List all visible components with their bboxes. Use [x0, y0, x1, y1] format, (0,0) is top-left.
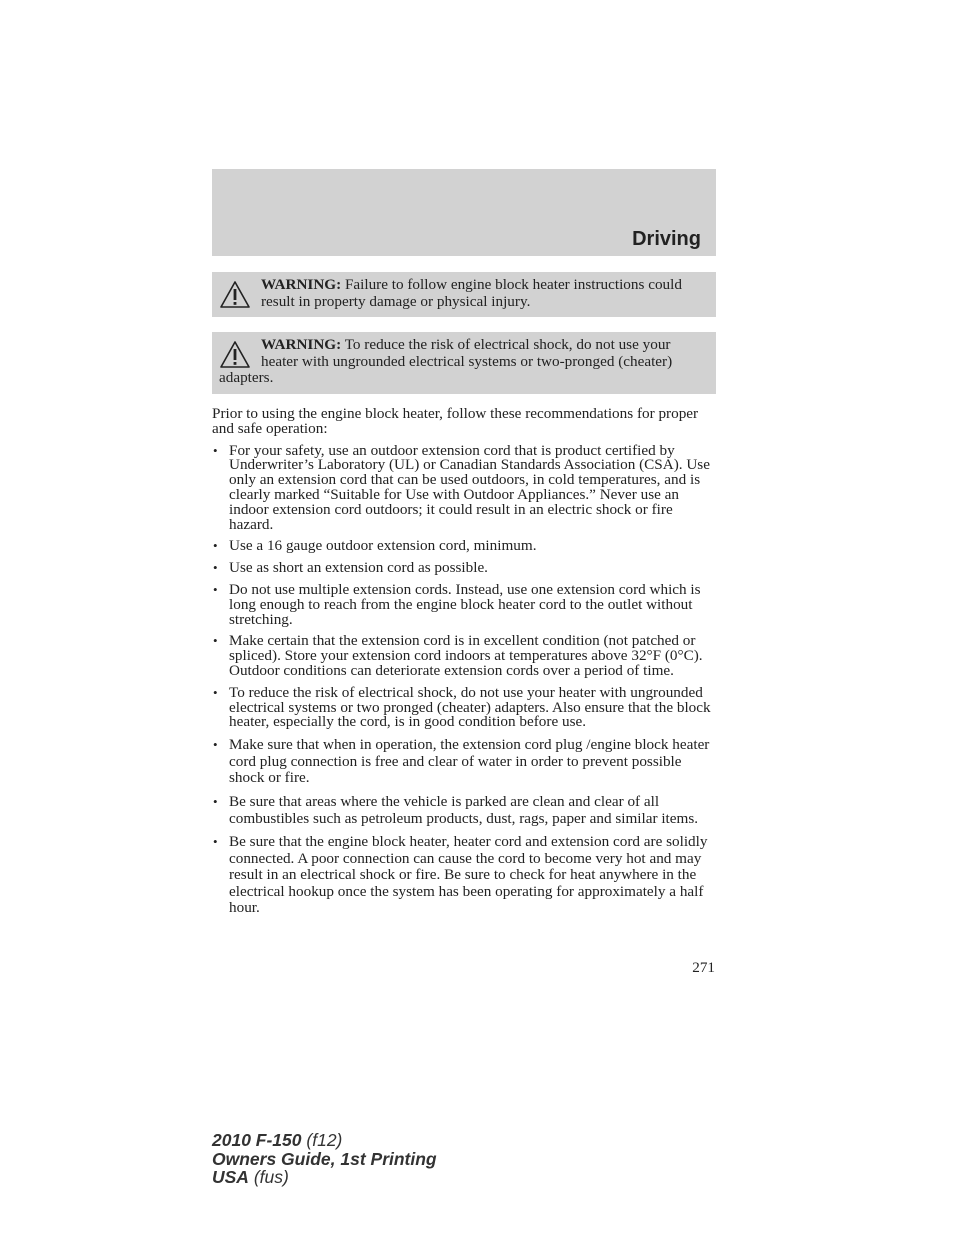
section-header-band	[212, 169, 716, 256]
recommendation-list	[212, 441, 718, 917]
warning-box-2	[212, 332, 716, 394]
list-item: • Do not use multiple extension cords. Instead, use one extension cord which is long enough to reach from the engine block heater cord to the outlet without stretching.	[212, 583, 718, 627]
list-item: • Be sure that the engine block heater, heater cord and extension cord are solidly connected. A poor connection can cause the cord to become very hot and may result in an electrical shock or fire. Be sure to check for heat anywhere in the electrical hookup once the system has been operating for approximately a half hour.	[212, 834, 718, 917]
warning-triangle-icon	[219, 340, 251, 370]
list-item: • Use as short an extension cord as possible.	[212, 561, 718, 576]
list-item: • For your safety, use an outdoor extension cord that is product certified by Underwriter’s Laboratory (UL) or Canadian Standards Association (CSA). Use only an extension cord that can be used outdoors, in cold temperatures, and is clearly marked “Suitable for Use with Outdoor Appliances.” Never use an indoor extension cord outdoors; it could result in an electric shock or fire hazard.	[212, 444, 718, 533]
section-title: Driving	[632, 228, 701, 250]
print-footer	[212, 1131, 437, 1187]
footer-line-model	[212, 1131, 437, 1150]
footer-line-market	[212, 1168, 437, 1187]
page-number: 271	[692, 959, 715, 976]
warning-box-1	[212, 272, 716, 317]
warning-text: Failure to follow engine block heater instructions could result in property damage or physical injury.	[261, 276, 682, 310]
body-text	[212, 407, 718, 924]
list-item: • To reduce the risk of electrical shock, do not use your heater with ungrounded electrical systems or two pronged (cheater) adapters. Also ensure that the block heater, especially the cord, is in good condition before use.	[212, 686, 718, 730]
list-item: • Use a 16 gauge outdoor extension cord, minimum.	[212, 539, 718, 554]
list-item: • Be sure that areas where the vehicle is parked are clean and clear of all combustibles such as petroleum products, dust, rags, paper and similar items.	[212, 794, 718, 827]
warning-label: WARNING:	[261, 336, 342, 353]
footer-market: USA	[212, 1167, 249, 1187]
footer-model-code: (f12)	[306, 1130, 343, 1150]
warning-text: To reduce the risk of electrical shock, do not use your heater with ungrounded electrical systems or two-pronged (cheater) adapters.	[219, 336, 673, 387]
warning-triangle-icon	[219, 280, 251, 310]
warning-label: WARNING:	[261, 276, 342, 293]
footer-market-code: (fus)	[253, 1167, 289, 1187]
list-item: • Make certain that the extension cord is in excellent condition (not patched or spliced). Store your extension cord indoors at temperatures above 32°F (0°C). Outdoor conditions can deteriorate extension cords over a period of time.	[212, 634, 718, 678]
footer-line-printing: Owners Guide, 1st Printing	[212, 1148, 437, 1169]
footer-model: 2010 F-150	[212, 1130, 302, 1150]
list-item: • Make sure that when in operation, the extension cord plug /engine block heater cord plug connection is free and clear of water in order to prevent possible shock or fire.	[212, 737, 718, 787]
intro-paragraph: Prior to using the engine block heater, follow these recommendations for proper and safe operation:	[212, 405, 699, 437]
